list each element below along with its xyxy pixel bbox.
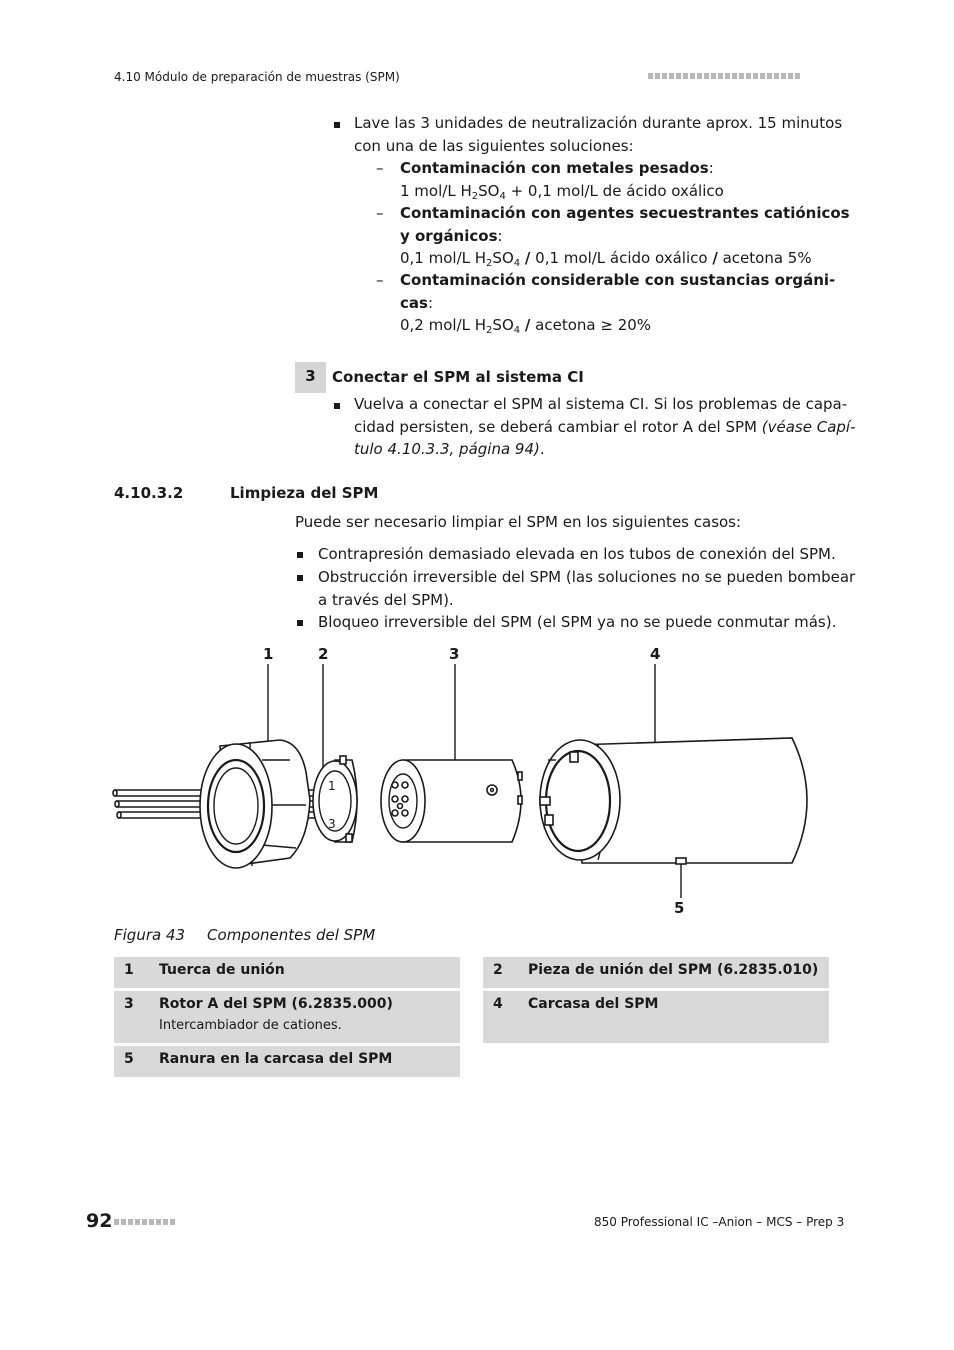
section-intro: Puede ser necesario limpiar el SPM en los siguientes casos: bbox=[295, 513, 742, 531]
spm-housing-drawing bbox=[540, 738, 807, 864]
list-item: a través del SPM). bbox=[318, 590, 454, 609]
contamination-item-title: Contaminación considerable con sustancias orgáni- bbox=[400, 271, 836, 289]
rotor-drawing bbox=[381, 760, 522, 842]
footer-product-name: 850 Professional IC –Anion – MCS – Prep 3 bbox=[594, 1215, 845, 1229]
contamination-item-formula: 0,2 mol/L $H_2SO_4$ / acetona ≥ 20% bbox=[400, 316, 652, 336]
header-section-title: 4.10 Módulo de preparación de muestras (SPM) bbox=[114, 70, 400, 84]
union-nut-drawing bbox=[200, 740, 310, 868]
section-title: Limpieza del SPM bbox=[230, 484, 379, 502]
page-number: 92 bbox=[86, 1210, 113, 1232]
step-text-line: tulo 4.10.3.3, página 94). bbox=[354, 440, 545, 458]
dash-marker: – bbox=[376, 204, 384, 222]
list-item: Obstrucción irreversible del SPM (las soluciones no se pueden bombear bbox=[318, 568, 856, 586]
legend-number: 1 bbox=[124, 962, 134, 978]
bullet-text-line: Lave las 3 unidades de neutralización durante aprox. 15 minutos bbox=[354, 114, 843, 132]
legend-item-2 bbox=[483, 957, 829, 988]
callout-label-3: 3 bbox=[449, 645, 460, 663]
contamination-item-title: Contaminación con agentes secuestrantes catiónicos bbox=[400, 204, 850, 222]
footer-decoration bbox=[114, 1219, 175, 1225]
legend-item-3 bbox=[114, 991, 460, 1043]
callout-label-1: 1 bbox=[263, 645, 274, 663]
list-item: Bloqueo irreversible del SPM (el SPM ya no se puede conmutar más). bbox=[318, 613, 837, 631]
legend-item-1 bbox=[114, 957, 460, 988]
dash-marker: – bbox=[376, 159, 384, 177]
connector-port-digit: 3 bbox=[328, 817, 336, 831]
contamination-item-title: cas: bbox=[400, 293, 434, 312]
contamination-item-title: Contaminación con metales pesados: bbox=[400, 159, 714, 177]
legend-item-5 bbox=[114, 1046, 460, 1077]
legend-title: Carcasa del SPM bbox=[528, 996, 659, 1012]
legend-number: 3 bbox=[124, 996, 134, 1012]
callout-label-2: 2 bbox=[318, 645, 329, 663]
callout-label-4: 4 bbox=[650, 645, 661, 663]
legend-number: 2 bbox=[493, 962, 503, 978]
step-text-line: cidad persisten, se deberá cambiar el rotor A del SPM (véase Capí- bbox=[354, 417, 856, 436]
bullet-text-line: con una de las siguientes soluciones: bbox=[354, 136, 634, 155]
callout-label-5: 5 bbox=[674, 899, 685, 917]
list-item: Contrapresión demasiado elevada en los tubos de conexión del SPM. bbox=[318, 545, 836, 563]
contamination-item-title: y orgánicos: bbox=[400, 226, 503, 245]
contamination-item-formula: 1 mol/L $H_2SO_4 + 0,1$ mol/L de ácido oxálico bbox=[400, 181, 724, 202]
legend-title: Rotor A del SPM (6.2835.000) bbox=[159, 996, 393, 1012]
legend-number: 5 bbox=[124, 1051, 134, 1067]
contamination-item-formula: 0,1 mol/L $H_2SO_4 / 0,1$ mol/L ácido oxálico / acetona 5% bbox=[400, 249, 812, 269]
legend-item-4 bbox=[483, 991, 829, 1043]
legend-title: Pieza de unión del SPM (6.2835.010) bbox=[528, 962, 819, 978]
step-number-box: 3 bbox=[295, 362, 326, 393]
cross-reference-link[interactable]: tulo 4.10.3.3, página 94) bbox=[354, 440, 540, 458]
step-title: Conectar el SPM al sistema CI bbox=[332, 368, 584, 386]
legend-title: Ranura en la carcasa del SPM bbox=[159, 1051, 393, 1067]
legend-number: 4 bbox=[493, 996, 503, 1012]
dash-marker: – bbox=[376, 271, 384, 289]
section-number: 4.10.3.2 bbox=[114, 484, 184, 502]
step-text-line: Vuelva a conectar el SPM al sistema CI. Si los problemas de capa- bbox=[354, 395, 848, 413]
legend-title: Tuerca de unión bbox=[159, 962, 285, 978]
connector-port-digit: 1 bbox=[328, 779, 336, 793]
figure-caption: Figura 43 Componentes del SPM bbox=[114, 926, 376, 944]
legend-description: Intercambiador de cationes. bbox=[159, 1018, 342, 1033]
cross-reference-link[interactable]: (véase Capí- bbox=[761, 417, 856, 436]
